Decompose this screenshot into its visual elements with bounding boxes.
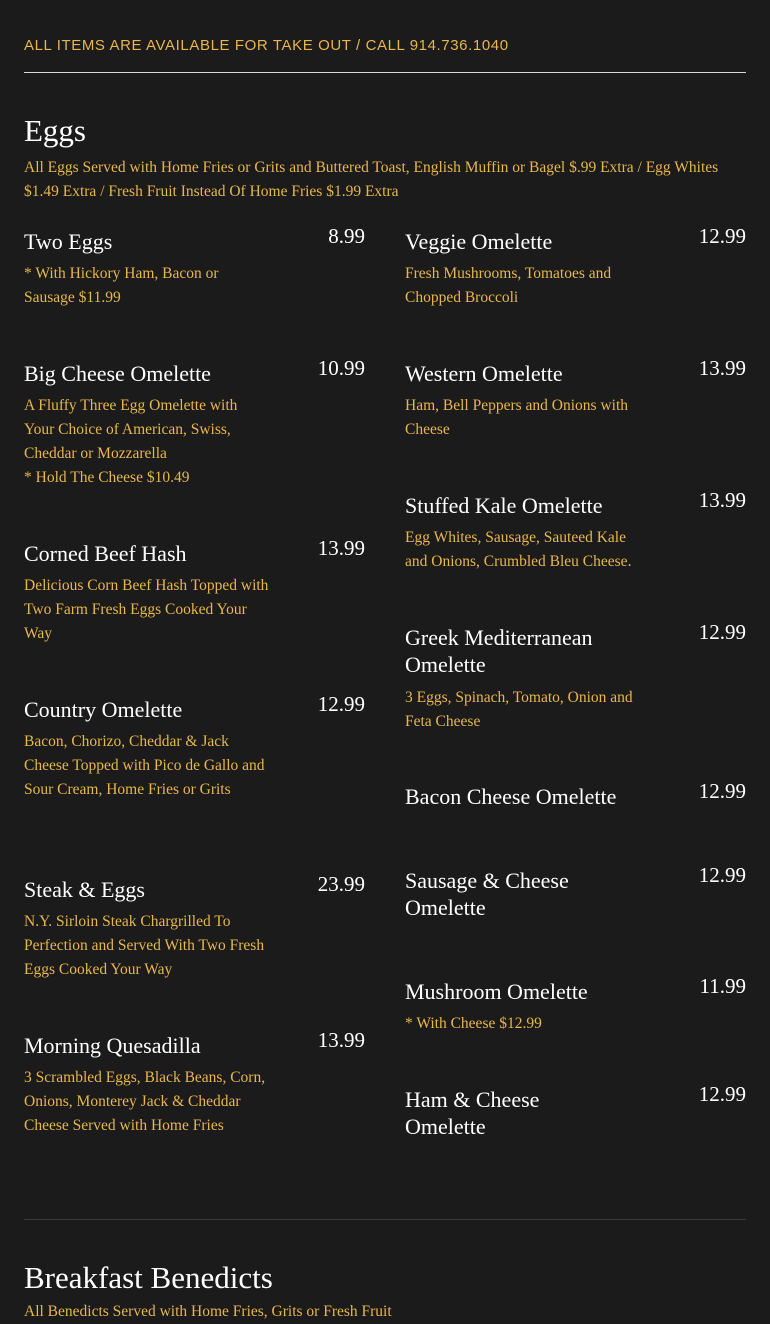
section-note-eggs: All Eggs Served with Home Fries or Grits and Buttered Toast, English Muffin or Bagel $.99 Extra / Egg Whites $1.49 Extra / Fresh Fruit Instead Of Home Fries $1.99 Extra — [24, 159, 719, 200]
top-divider — [24, 72, 746, 73]
item-description: Ham, Bell Peppers and Onions with Cheese — [405, 397, 629, 438]
section-note-benedicts: All Benedicts Served with Home Fries, Grits or Fresh Fruit — [24, 1303, 392, 1320]
item-price: 12.99 — [698, 620, 746, 644]
item-description: * With Cheese $12.99 — [405, 1015, 542, 1032]
section-divider — [24, 1219, 746, 1220]
item-price: 13.99 — [698, 488, 746, 512]
item-price: 12.99 — [698, 1082, 746, 1106]
item-description: A Fluffy Three Egg Omelette with Your Choice of American, Swiss, Cheddar or Mozzarella — [24, 397, 238, 462]
item-description: N.Y. Sirloin Steak Chargrilled To Perfection and Served With Two Fresh Eggs Cooked Your Way — [24, 913, 265, 978]
item-name: Big Cheese Omelette — [24, 361, 211, 386]
item-description: 3 Eggs, Spinach, Tomato, Onion and Feta Cheese — [405, 689, 633, 730]
item-name: Corned Beef Hash — [24, 541, 187, 566]
item-name: Two Eggs — [24, 229, 113, 254]
item-description: Egg Whites, Sausage, Sauteed Kale and Onions, Crumbled Bleu Cheese. — [405, 529, 632, 570]
item-price: 13.99 — [698, 356, 746, 380]
item-price: 12.99 — [698, 779, 746, 803]
item-price: 12.99 — [698, 224, 746, 248]
item-description: * With Hickory Ham, Bacon or Sausage $11.99 — [24, 265, 219, 306]
item-description: 3 Scrambled Eggs, Black Beans, Corn, Onions, Monterey Jack & Cheddar Cheese Served with Home Fries — [24, 1069, 266, 1134]
item-name: Morning Quesadilla — [24, 1033, 201, 1058]
item-description: Bacon, Chorizo, Cheddar & Jack Cheese Topped with Pico de Gallo and Sour Cream, Home Fries or Grits — [24, 733, 265, 798]
takeout-banner: ALL ITEMS ARE AVAILABLE FOR TAKE OUT / CALL 914.736.1040 — [24, 37, 509, 54]
item-price: 12.99 — [698, 863, 746, 887]
section-title-eggs: Eggs — [24, 113, 86, 148]
item-price: 23.99 — [317, 872, 365, 896]
item-name: Stuffed Kale Omelette — [405, 493, 603, 518]
item-name: Mushroom Omelette — [405, 979, 588, 1004]
item-note: * Hold The Cheese $10.49 — [24, 469, 190, 486]
item-price: 13.99 — [317, 536, 365, 560]
item-price: 8.99 — [328, 224, 365, 248]
item-price: 10.99 — [317, 356, 365, 380]
item-description: Fresh Mushrooms, Tomatoes and Chopped Broccoli — [405, 265, 612, 306]
item-price: 11.99 — [699, 974, 746, 998]
item-name: Steak & Eggs — [24, 877, 145, 902]
item-name: Western Omelette — [405, 361, 563, 386]
item-name: Veggie Omelette — [405, 229, 553, 254]
item-price: 13.99 — [317, 1028, 365, 1052]
section-title-benedicts: Breakfast Benedicts — [24, 1260, 273, 1295]
item-description: Delicious Corn Beef Hash Topped with Two Farm Fresh Eggs Cooked Your Way — [24, 577, 269, 642]
item-name: Greek Mediterranean Omelette — [405, 625, 593, 677]
item-price: 12.99 — [317, 692, 365, 716]
item-name: Ham & Cheese Omelette — [405, 1087, 540, 1139]
item-name: Bacon Cheese Omelette — [405, 784, 617, 809]
item-name: Sausage & Cheese Omelette — [405, 868, 569, 920]
item-name: Country Omelette — [24, 697, 183, 722]
